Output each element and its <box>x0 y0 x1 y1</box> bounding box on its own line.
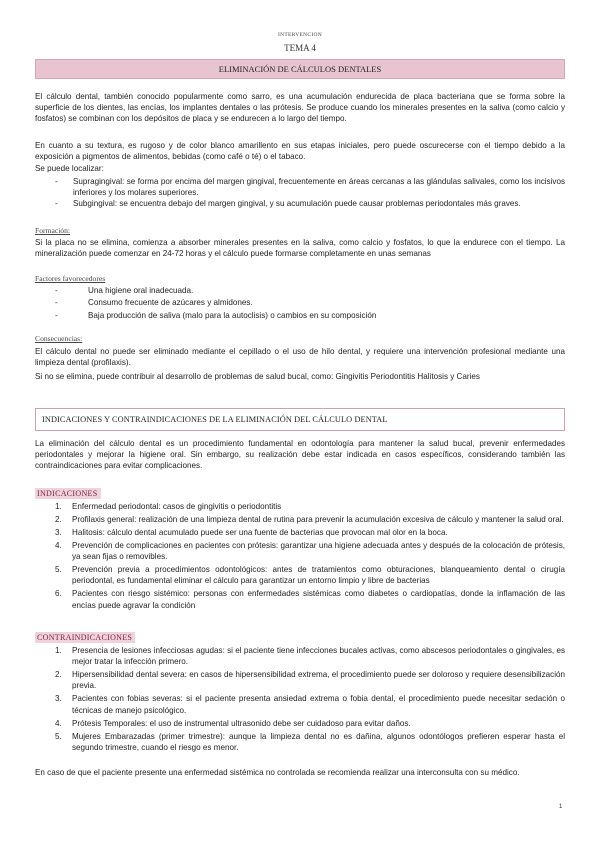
page-number: 1 <box>559 804 563 810</box>
list-item <box>35 501 565 512</box>
list-item-text: Profilaxis general: realización de una limpieza dental de rutina para prevenir la acumulación excesiva de cálculo y mantener la salud oral. <box>72 515 564 524</box>
list-item <box>35 718 565 729</box>
list-number: 2. <box>55 670 62 680</box>
list-item <box>35 176 565 198</box>
list-item-text: Presencia de lesiones infecciosas agudas: si el paciente tiene infecciones bucales activas, como abscesos periodontales o gingivales, es mejor tratar la infección primero. <box>72 646 565 667</box>
list-item <box>35 731 565 753</box>
list-item <box>35 297 565 309</box>
formacion-paragraph: Si la placa no se elimina, comienza a absorber minerales presentes en la saliva, como calcio y fosfatos, lo que la endurece con el tiempo. La mineralización puede comenzar en 24-72 horas y el cálculo puede formarse completamente en unas semanas <box>35 238 565 259</box>
list-item <box>35 540 565 562</box>
list-item-text: Mujeres Embarazadas (primer trimestre): aunque la limpieza dental no es dañina, algunos odontólogos prefieren esperar hasta el segundo trimestre, cuando el riesgo es menor. <box>72 731 565 752</box>
list-item <box>35 514 565 525</box>
bullet-dash: - <box>55 199 58 209</box>
factores-label: Factores favorecedores <box>35 274 106 283</box>
closing-paragraph: En caso de que el paciente presente una enfermedad sistémica no controlada se recomienda realizar una interconsulta con su médico. <box>35 768 520 777</box>
list-number: 1. <box>55 502 62 511</box>
header-subject: INTERVENCION <box>277 32 323 38</box>
bullet-dash: - <box>55 310 58 320</box>
list-number: 6. <box>55 589 62 599</box>
list-number: 5. <box>55 731 62 741</box>
list-item <box>35 527 565 538</box>
bullet-dash: - <box>55 298 58 308</box>
list-number: 1. <box>55 646 62 655</box>
intro-paragraph-1: El cálculo dental, también conocido popularmente como sarro, es una acumulación endurecida de placa bacteriana que se forma sobre la superficie de los dientes, las encías, los implantes dentales o las prótesis. Se produce cuando los minerales presentes en la saliva (como calcio y fosfatos) se combinan con los depósitos de placa y se endurecen a lo largo del tiempo. <box>35 92 565 124</box>
page-title: ELIMINACIÓN DE CÁLCULOS DENTALES <box>35 59 565 79</box>
list-number: 3. <box>55 528 62 537</box>
list-item-text: Una higiene oral inadecuada. <box>88 286 194 295</box>
intro-paragraph-2: En cuanto a su textura, es rugoso y de color blanco amarillento en sus etapas iniciales, pero puede oscurecerse con el tiempo debido a la exposición a pigmentos de alimentos, bebidas (como café o té) o el tabaco. <box>35 141 565 162</box>
consecuencias-paragraph-1: El cálculo dental no puede ser eliminado mediante el cepillado o el uso de hilo dental, y requiere una intervención profesional mediante una limpieza dental (profilaxis). <box>35 347 565 368</box>
list-item-text: Subgingival: se encuentra debajo del margen gingival, y su acumulación puede causar problemas periodontales más graves. <box>73 199 521 209</box>
consecuencias-paragraph-2: Si no se elimina, puede contribuir al desarrollo de problemas de salud bucal, como: Gingivitis Periodontitis Halitosis y Caries <box>35 372 480 381</box>
list-item-text: Baja producción de saliva (malo para la autoclisis) o cambios en su composición <box>88 310 377 320</box>
contraindicaciones-list <box>35 645 565 755</box>
contraindicaciones-heading: CONTRAINDICACIONES <box>35 632 135 643</box>
list-item-text: Prevención previa a procedimientos odontológicos: antes de tratamientos como obturaciones, blanqueamiento dental o cirugía periodontal, es fundamental eliminar el cálculo para garantizar un entorno limpio y libre de bacterias <box>72 565 565 586</box>
bullet-dash: - <box>55 177 58 186</box>
list-item <box>35 564 565 586</box>
bullet-dash: - <box>55 286 58 295</box>
consecuencias-label: Consecuencias: <box>35 334 83 343</box>
list-item-text: Hipersensibilidad dental severa: en casos de hipersensibilidad extrema, el procedimiento puede ser doloroso y requiere desensibilización previa. <box>72 670 565 691</box>
header-topic: TEMA 4 <box>284 43 316 53</box>
list-item <box>35 645 565 667</box>
list-number: 4. <box>55 718 62 728</box>
indicaciones-heading: INDICACIONES <box>35 488 101 499</box>
formacion-label: Formación: <box>35 226 71 235</box>
list-item-text: Pacientes con fobias severas: si el paciente presenta ansiedad extrema o fobia dental, el procedimiento puede necesitar sedación o técnicas de manejo psicológico. <box>72 694 565 715</box>
section-heading: INDICACIONES Y CONTRAINDICACIONES DE LA ELIMINACIÓN DEL CÁLCULO DENTAL <box>35 408 565 431</box>
list-number: 4. <box>55 541 62 550</box>
list-item <box>35 693 565 715</box>
list-item-text: Enfermedad periodontal: casos de gingivitis o periodontitis <box>72 502 282 511</box>
intro-paragraph-3: Se puede localizar: <box>35 164 104 173</box>
list-item <box>35 588 565 610</box>
list-item <box>35 285 565 297</box>
list-item-text: Consumo frecuente de azúcares y almidones. <box>88 298 253 308</box>
list-item <box>35 198 565 209</box>
factores-list <box>35 285 565 322</box>
list-item-text: Pacientes con riesgo sistémico: personas con enfermedades sistémicas como diabetes o cardiopatías, donde la inflamación de las encías puede agravar la condición <box>72 589 565 610</box>
list-item <box>35 310 565 322</box>
indicaciones-list <box>35 501 565 613</box>
list-number: 3. <box>55 694 62 704</box>
list-item-text: Prótesis Temporales: el uso de instrumental ultrasonido debe ser cuidadoso para evitar daños. <box>72 718 411 728</box>
list-item <box>35 669 565 691</box>
list-item-text: Supragingival: se forma por encima del margen gingival, frecuentemente en áreas cercanas a las glándulas salivales, como los incisivos inferiores y los molares superiores. <box>73 177 565 198</box>
list-number: 2. <box>55 515 62 524</box>
location-list <box>35 176 565 210</box>
list-number: 5. <box>55 565 62 575</box>
list-item-text: Prevención de complicaciones en pacientes con prótesis: garantizar una higiene adecuada antes y después de la colocación de prótesis, ya sean fijas o removibles. <box>72 541 565 562</box>
section-intro-paragraph: La eliminación del cálculo dental es un procedimiento fundamental en odontología para mantener la salud bucal, prevenir enfermedades periodontales y mejorar la higiene oral. Sin embargo, su realización debe estar indicada en casos específicos, considerando también las contraindicaciones para evitar complicaciones. <box>35 439 565 471</box>
list-item-text: Halitosis: cálculo dental acumulado puede ser una fuente de bacterias que provocan mal olor en la boca. <box>72 528 448 537</box>
